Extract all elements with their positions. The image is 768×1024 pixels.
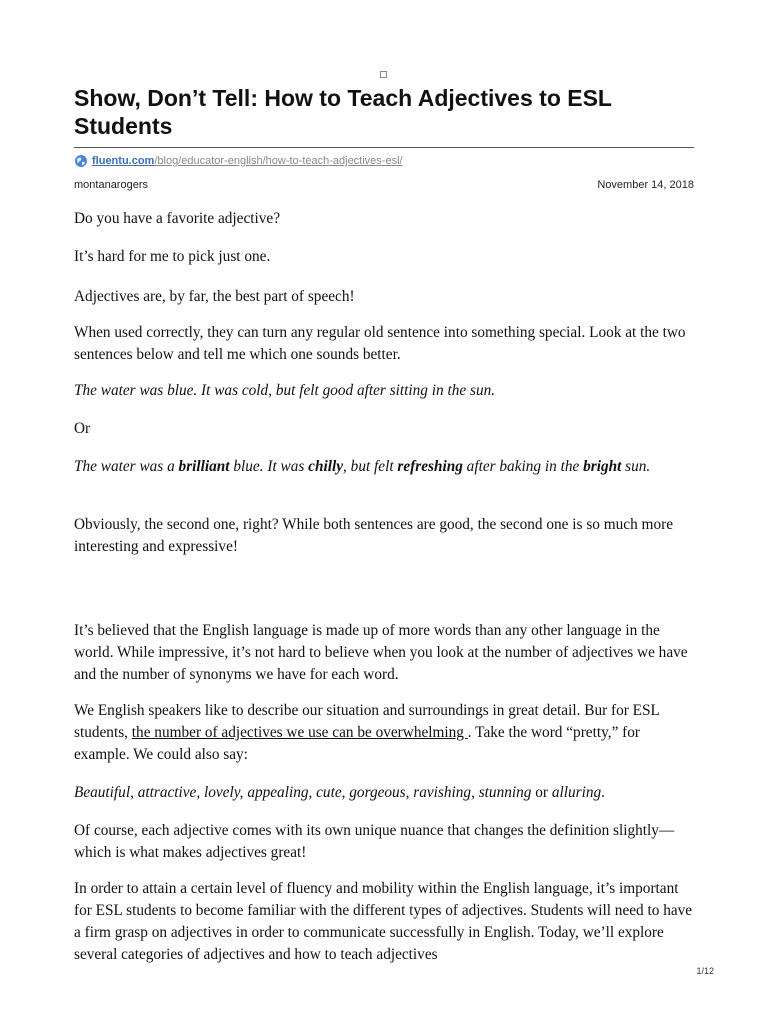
article-title: Show, Don’t Tell: How to Teach Adjectives to ESL Students <box>74 85 612 139</box>
paragraph: Obviously, the second one, right? While both sentences are good, the second one is so much more interesting and expressive! <box>74 516 673 555</box>
example-sentence-rich: The water was a brilliant blue. It was chilly, but felt refreshing after baking in the bright sun. <box>74 458 651 475</box>
author-name: montanarogers <box>74 179 148 191</box>
paragraph: It’s believed that the English language is made up of more words than any other language in the world. While impressive, it’s not hard to believe when you look at the number of adjectives we have and the number of synonyms we have for each word. <box>74 622 688 683</box>
paragraph: In order to attain a certain level of fluency and mobility within the English language, it’s important for ESL students to become familiar with the different types of adjectives. Students will need to have a firm grasp on adjectives in order to communicate successfully in English. Today, we’ll explore several categories of adjectives and how to teach adjectives <box>74 880 693 963</box>
source-path[interactable]: /blog/educator-english/how-to-teach-adjectives-esl/ <box>154 155 403 167</box>
page-number: 1/12 <box>696 966 714 976</box>
paragraph: Do you have a favorite adjective? <box>74 210 280 227</box>
globe-icon <box>74 154 88 168</box>
paragraph: When used correctly, they can turn any regular old sentence into something special. Look at the two sentences below and tell me which one sounds better. <box>74 324 686 363</box>
paragraph: Adjectives are, by far, the best part of speech! <box>74 288 355 305</box>
example-sentence-plain: The water was blue. It was cold, but felt good after sitting in the sun. <box>74 382 496 399</box>
article-meta <box>74 178 694 192</box>
paragraph: Of course, each adjective comes with its own unique nuance that changes the definition slightly—which is what makes adjectives great! <box>74 822 675 861</box>
paragraph: It’s hard for me to pick just one. <box>74 248 271 265</box>
paragraph: Or <box>74 420 91 437</box>
paragraph: We English speakers like to describe our situation and surroundings in great detail. Bur for ESL students, the number of adjectives we use can be overwhelming . Take the word “pretty,” for example. We could also say: <box>74 702 660 763</box>
synonym-list: Beautiful, attractive, lovely, appealing, cute, gorgeous, ravishing, stunning or alluring. <box>74 784 605 801</box>
title-divider <box>74 147 694 148</box>
publish-date: November 14, 2018 <box>597 179 694 191</box>
source-domain[interactable]: fluentu.com <box>92 155 155 167</box>
overwhelming-link[interactable]: the number of adjectives we use can be overwhelming <box>131 724 468 741</box>
page-top-mark <box>380 71 387 78</box>
source-link[interactable] <box>74 152 403 170</box>
